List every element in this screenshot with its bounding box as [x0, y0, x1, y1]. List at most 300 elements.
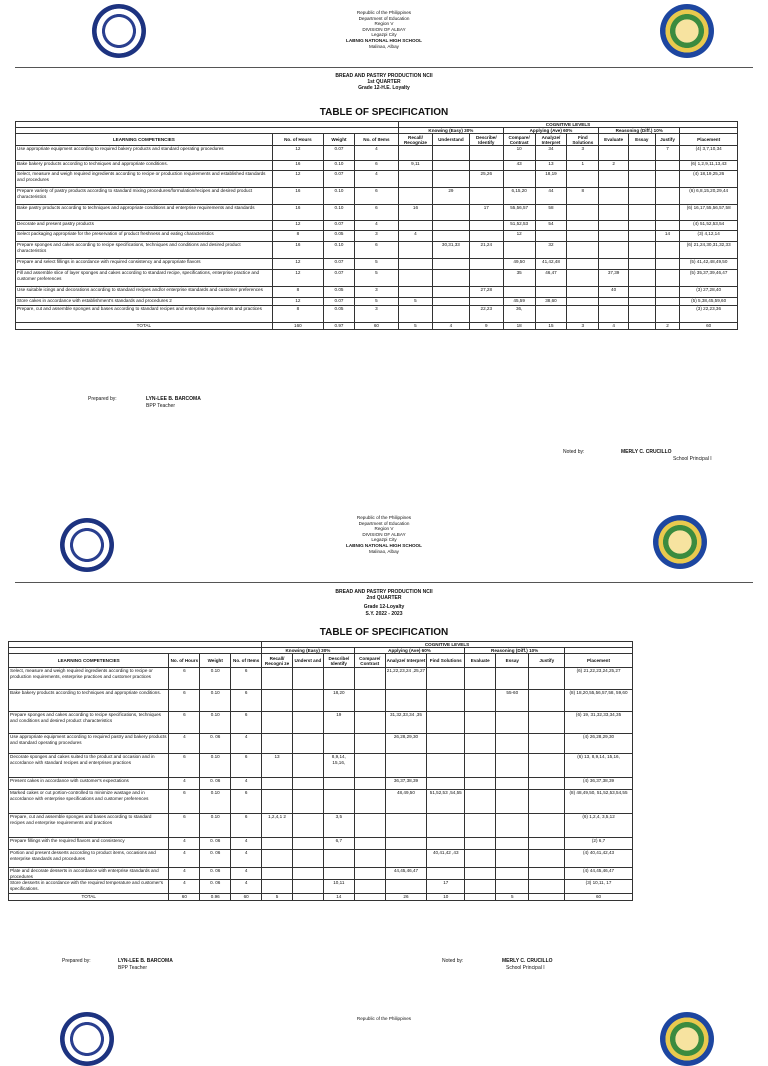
- value-cell: [399, 259, 433, 270]
- value-cell: [262, 668, 293, 690]
- value-cell: [432, 161, 469, 171]
- value-cell: [567, 270, 599, 287]
- value-cell: (6) 21,24,30,31,32,33: [680, 242, 738, 259]
- value-cell: 6: [354, 205, 398, 221]
- value-cell: [465, 868, 496, 880]
- value-cell: [262, 712, 293, 734]
- value-cell: [354, 850, 385, 868]
- value-cell: [469, 231, 503, 242]
- value-cell: [469, 161, 503, 171]
- table-row: [16, 205, 738, 221]
- competency-cell: Decorate and present pastry products: [16, 221, 273, 231]
- table-row: [9, 790, 633, 814]
- value-cell: [529, 668, 565, 690]
- value-cell: [432, 171, 469, 188]
- column-header: Weight: [200, 654, 231, 668]
- value-cell: [465, 778, 496, 790]
- total-cell: 60: [680, 323, 738, 329]
- value-cell: [292, 790, 323, 814]
- value-cell: 43: [503, 161, 535, 171]
- value-cell: 5: [354, 270, 398, 287]
- value-cell: [567, 298, 599, 306]
- table-row: [9, 868, 633, 880]
- competency-cell: Store desserts in accordance with the required temperature and customer's specifications.: [9, 880, 169, 894]
- table-row: [9, 838, 633, 850]
- value-cell: 31,32,33,34 ,35: [385, 712, 427, 734]
- value-cell: 4: [169, 850, 200, 868]
- column-header: No. of Hours: [169, 654, 200, 668]
- value-cell: 40: [599, 287, 629, 298]
- value-cell: [469, 259, 503, 270]
- value-cell: 12: [272, 259, 323, 270]
- value-cell: [262, 838, 293, 850]
- value-cell: 17: [427, 880, 465, 894]
- value-cell: 8: [567, 188, 599, 205]
- value-cell: 16: [272, 242, 323, 259]
- knowing-group-header: Knowing (Easy) 30%: [399, 128, 504, 134]
- value-cell: [567, 242, 599, 259]
- page1-letterhead: [0, 10, 768, 49]
- noter-name: MERLY C. CRUCILLO: [621, 449, 672, 455]
- total-cell: 0.96: [200, 894, 231, 900]
- value-cell: 16: [272, 205, 323, 221]
- value-cell: [529, 778, 565, 790]
- value-cell: 36,: [503, 306, 535, 323]
- total-cell: [529, 894, 565, 900]
- column-header: Find Solutions: [567, 134, 599, 146]
- value-cell: [628, 298, 655, 306]
- value-cell: 6: [354, 188, 398, 205]
- value-cell: [469, 270, 503, 287]
- value-cell: 12: [272, 298, 323, 306]
- value-cell: 3: [354, 287, 398, 298]
- total-row: [16, 323, 738, 329]
- value-cell: (4) 36,37,38,39: [565, 778, 633, 790]
- total-cell: 4: [432, 323, 469, 329]
- letterhead-line: Republic of the Philippines: [356, 515, 412, 520]
- value-cell: 1,2,4,1 2: [262, 814, 293, 838]
- value-cell: 34: [535, 146, 567, 161]
- value-cell: 17: [469, 205, 503, 221]
- value-cell: [292, 838, 323, 850]
- value-cell: [323, 790, 354, 814]
- value-cell: (6) 16,17,55,56,57,58: [680, 205, 738, 221]
- value-cell: [496, 754, 529, 778]
- table-row: [16, 231, 738, 242]
- competency-cell: Use appropriate equipment according to required pastry and bakery products and standard operating procedures: [9, 734, 169, 754]
- value-cell: [354, 712, 385, 734]
- value-cell: [385, 814, 427, 838]
- value-cell: 3,5: [323, 814, 354, 838]
- q2-noter: [502, 958, 553, 971]
- table-row: [16, 306, 738, 323]
- value-cell: 0.10: [200, 712, 231, 734]
- value-cell: 10,11: [323, 880, 354, 894]
- q1-noted-by: [563, 449, 584, 456]
- value-cell: 6: [231, 712, 262, 734]
- table-row: [9, 690, 633, 712]
- value-cell: [628, 171, 655, 188]
- table-row: [9, 880, 633, 894]
- competency-cell: Select, measure and weigh required ingredients according to recipe or production requirements, enterprise practices and customer practices: [9, 668, 169, 690]
- value-cell: 12: [272, 221, 323, 231]
- value-cell: 0.10: [324, 161, 355, 171]
- value-cell: [529, 838, 565, 850]
- q2-prepared-by: [62, 958, 91, 965]
- value-cell: [529, 790, 565, 814]
- value-cell: 4: [399, 231, 433, 242]
- q2-preparer: [118, 958, 173, 971]
- value-cell: 6: [169, 814, 200, 838]
- value-cell: 0. 06: [200, 880, 231, 894]
- value-cell: (6) 13, 8,9,14, 15,16,: [565, 754, 633, 778]
- value-cell: 0.10: [200, 754, 231, 778]
- value-cell: [599, 221, 629, 231]
- value-cell: 5: [354, 298, 398, 306]
- total-cell: [354, 894, 385, 900]
- total-cell: 60: [231, 894, 262, 900]
- table-row: [16, 287, 738, 298]
- value-cell: 2: [599, 161, 629, 171]
- value-cell: [465, 690, 496, 712]
- column-header: Analyze/ Interpret: [385, 654, 427, 668]
- value-cell: [432, 221, 469, 231]
- value-cell: 0.10: [324, 242, 355, 259]
- value-cell: [354, 668, 385, 690]
- total-cell: 60: [565, 894, 633, 900]
- table-row: [16, 242, 738, 259]
- value-cell: 3: [354, 306, 398, 323]
- value-cell: 0.07: [324, 171, 355, 188]
- value-cell: (6) 21,22,23,24,25,27: [565, 668, 633, 690]
- total-cell: 15: [535, 323, 567, 329]
- q1-prepared-by: [88, 396, 117, 403]
- prepared-label: Prepared by:: [88, 396, 117, 402]
- preparer-role: BPP Teacher: [118, 964, 148, 971]
- value-cell: 4: [169, 778, 200, 790]
- value-cell: 6: [169, 668, 200, 690]
- column-header: Find Solutions: [427, 654, 465, 668]
- value-cell: [292, 814, 323, 838]
- competency-cell: Prepare variety of pastry products according to standard mixing procedures/formulation/recipes and desired product characteristics: [16, 188, 273, 205]
- preparer-name: LYN-LEE B. BARCOMA: [146, 396, 201, 402]
- value-cell: 0.10: [200, 814, 231, 838]
- value-cell: [599, 188, 629, 205]
- value-cell: (4) 40,41,42,43: [565, 850, 633, 868]
- column-header: Recall/ Recogni ze: [262, 654, 293, 668]
- table-row: [16, 171, 738, 188]
- total-cell: 9: [469, 323, 503, 329]
- value-cell: [496, 838, 529, 850]
- value-cell: [262, 734, 293, 754]
- value-cell: 55,56,57: [503, 205, 535, 221]
- value-cell: [385, 754, 427, 778]
- value-cell: 0.07: [324, 270, 355, 287]
- value-cell: [427, 754, 465, 778]
- value-cell: 6: [169, 690, 200, 712]
- value-cell: [628, 231, 655, 242]
- column-header: Describe/ Identify: [469, 134, 503, 146]
- noter-name: MERLY C. CRUCILLO: [502, 958, 553, 964]
- competency-cell: Decorate sponges and cakes suited to the product and occasion and in accordance with standard recipes and enterprises practices: [9, 754, 169, 778]
- competency-cell: Prepare, cut and assemble sponges and bases according to standard recipes and enterprise requirements and practices: [9, 814, 169, 838]
- value-cell: 49,50: [503, 259, 535, 270]
- table-row: [9, 850, 633, 868]
- value-cell: 4: [231, 778, 262, 790]
- value-cell: 4: [354, 146, 398, 161]
- value-cell: [655, 298, 680, 306]
- course-title: BREAD AND PASTRY PRODUCTION NCII: [335, 73, 433, 79]
- applying-group-header: Applying (Ave) 60%: [354, 648, 465, 654]
- value-cell: [599, 171, 629, 188]
- value-cell: [292, 712, 323, 734]
- quarter-label: 2nd QUARTER: [366, 595, 402, 602]
- value-cell: [567, 306, 599, 323]
- value-cell: [262, 868, 293, 880]
- value-cell: [535, 287, 567, 298]
- value-cell: 27,28: [469, 287, 503, 298]
- value-cell: [529, 754, 565, 778]
- value-cell: 6: [169, 712, 200, 734]
- value-cell: [535, 231, 567, 242]
- value-cell: [354, 778, 385, 790]
- value-cell: [496, 868, 529, 880]
- value-cell: 6,7: [323, 838, 354, 850]
- column-header: Evaluate: [599, 134, 629, 146]
- column-header: Placement: [680, 134, 738, 146]
- value-cell: 51,52,53: [503, 221, 535, 231]
- value-cell: [465, 838, 496, 850]
- value-cell: [427, 814, 465, 838]
- reasoning-group-header: Reasoning (Diff.) 10%: [599, 128, 680, 134]
- value-cell: [432, 298, 469, 306]
- value-cell: 0.10: [324, 205, 355, 221]
- value-cell: 16: [399, 205, 433, 221]
- value-cell: [628, 242, 655, 259]
- value-cell: 16: [272, 161, 323, 171]
- value-cell: (4) 44,45,46,47: [565, 868, 633, 880]
- value-cell: [323, 734, 354, 754]
- value-cell: (6) 6,8,15,20,29,44: [680, 188, 738, 205]
- total-cell: 60: [354, 323, 398, 329]
- value-cell: 6: [169, 754, 200, 778]
- value-cell: [465, 754, 496, 778]
- q2-noted-by: [442, 958, 463, 965]
- competency-cell: Select, measure and weigh required ingredients according to recipe or production requirements and established standards and procedures: [16, 171, 273, 188]
- value-cell: [465, 790, 496, 814]
- value-cell: 18,19: [535, 171, 567, 188]
- value-cell: [655, 221, 680, 231]
- column-header: Analyze/ Interpret: [535, 134, 567, 146]
- value-cell: [567, 231, 599, 242]
- total-cell: 14: [323, 894, 354, 900]
- preparer-name: LYN-LEE B. BARCOMA: [118, 958, 173, 964]
- column-header: Justify: [655, 134, 680, 146]
- value-cell: (6) 1,2,4, 3,5,12: [565, 814, 633, 838]
- value-cell: 25,26: [469, 171, 503, 188]
- q1-noter: [621, 449, 712, 462]
- value-cell: [432, 205, 469, 221]
- competency-cell: Bake pastry products according to techniques and appropriate conditions and enterprise requirements and standards: [16, 205, 273, 221]
- value-cell: [354, 734, 385, 754]
- value-cell: [385, 690, 427, 712]
- letterhead-line: Legazpi City: [371, 32, 397, 38]
- table-row: [9, 668, 633, 690]
- value-cell: [262, 690, 293, 712]
- total-cell: 18: [503, 323, 535, 329]
- value-cell: 35: [503, 270, 535, 287]
- value-cell: 0.10: [324, 188, 355, 205]
- value-cell: [567, 287, 599, 298]
- q1-tos-title: TABLE OF SPECIFICATION: [319, 107, 449, 118]
- value-cell: [427, 690, 465, 712]
- value-cell: 0. 06: [200, 850, 231, 868]
- page2-letterhead: [0, 515, 768, 554]
- value-cell: [465, 668, 496, 690]
- table-row: [9, 754, 633, 778]
- q1-preparer: [146, 396, 201, 409]
- competency-cell: Present cakes in accordance with customer's expectations: [9, 778, 169, 790]
- noted-label: Noted by:: [563, 449, 585, 455]
- total-cell: 3: [567, 323, 599, 329]
- value-cell: 3: [567, 146, 599, 161]
- value-cell: [529, 850, 565, 868]
- value-cell: [323, 850, 354, 868]
- value-cell: [529, 734, 565, 754]
- total-cell: [465, 894, 496, 900]
- table-row: [16, 188, 738, 205]
- letterhead-line: Region V: [374, 526, 394, 532]
- competency-cell: Bake bakery products according to techniques and appropriate conditions.: [16, 161, 273, 171]
- value-cell: 0.05: [324, 306, 355, 323]
- value-cell: (4) 18,19,25,26: [680, 171, 738, 188]
- value-cell: [529, 712, 565, 734]
- value-cell: 6: [354, 242, 398, 259]
- value-cell: [262, 850, 293, 868]
- competency-cell: Fill and assemble slice of layer sponges and cakes according to standard recipe, specifications, enterprise practice and customer preferences: [16, 270, 273, 287]
- value-cell: 8: [272, 231, 323, 242]
- letterhead-line: DIVISION OF ALBAY: [362, 26, 406, 32]
- value-cell: [535, 306, 567, 323]
- value-cell: (3) 10,11, 17: [565, 880, 633, 894]
- letterhead-line: Department of Education: [358, 520, 410, 526]
- value-cell: 4: [169, 868, 200, 880]
- value-cell: 6: [231, 790, 262, 814]
- value-cell: [323, 778, 354, 790]
- value-cell: [655, 259, 680, 270]
- value-cell: [599, 242, 629, 259]
- value-cell: 55-60: [496, 690, 529, 712]
- value-cell: 6,15,20: [503, 188, 535, 205]
- q1-title-block: [0, 73, 768, 92]
- table-row: [9, 814, 633, 838]
- value-cell: 0.05: [324, 231, 355, 242]
- value-cell: 6: [231, 668, 262, 690]
- value-cell: 16: [272, 188, 323, 205]
- value-cell: [465, 850, 496, 868]
- value-cell: 3: [354, 231, 398, 242]
- value-cell: 0. 06: [200, 778, 231, 790]
- value-cell: [469, 221, 503, 231]
- value-cell: 46,47: [535, 270, 567, 287]
- value-cell: 48,49,50: [385, 790, 427, 814]
- value-cell: [354, 814, 385, 838]
- value-cell: [628, 259, 655, 270]
- value-cell: [655, 306, 680, 323]
- value-cell: [567, 205, 599, 221]
- value-cell: 29: [432, 188, 469, 205]
- column-header: No. of Items: [231, 654, 262, 668]
- value-cell: 1: [567, 161, 599, 171]
- value-cell: 54: [535, 221, 567, 231]
- table-row: [16, 146, 738, 161]
- value-cell: [323, 668, 354, 690]
- value-cell: [655, 205, 680, 221]
- value-cell: [496, 778, 529, 790]
- value-cell: [655, 242, 680, 259]
- value-cell: 0.05: [324, 287, 355, 298]
- noter-role: School Principal I: [673, 455, 712, 462]
- value-cell: 0.07: [324, 259, 355, 270]
- value-cell: [469, 298, 503, 306]
- competency-cell: Store cakes in accordance with establishment's standards and procedures 2: [16, 298, 273, 306]
- table-row: [16, 298, 738, 306]
- value-cell: 22,23: [469, 306, 503, 323]
- column-header: LEARNING COMPETENCIES: [16, 134, 273, 146]
- value-cell: [399, 270, 433, 287]
- value-cell: [427, 778, 465, 790]
- value-cell: [599, 298, 629, 306]
- value-cell: 0. 06: [200, 734, 231, 754]
- letterhead-line: Legazpi City: [371, 537, 397, 543]
- competency-cell: Plate and decorate desserts in accordance with enterprise standards and procedures: [9, 868, 169, 880]
- value-cell: [354, 790, 385, 814]
- competency-cell: Prepare fillings with the required flavors and consistency: [9, 838, 169, 850]
- cognitive-levels-header: COGNITIVE LEVELS: [262, 642, 633, 648]
- total-label: TOTAL: [16, 323, 273, 329]
- value-cell: [465, 814, 496, 838]
- column-header: LEARNING COMPETENCIES: [9, 654, 169, 668]
- q2-specification-table: [8, 641, 633, 901]
- value-cell: [432, 270, 469, 287]
- value-cell: [628, 161, 655, 171]
- value-cell: 4: [231, 868, 262, 880]
- value-cell: [399, 171, 433, 188]
- value-cell: [496, 790, 529, 814]
- total-cell: [628, 323, 655, 329]
- value-cell: [655, 270, 680, 287]
- value-cell: [432, 231, 469, 242]
- value-cell: [496, 734, 529, 754]
- value-cell: [427, 712, 465, 734]
- value-cell: [655, 171, 680, 188]
- value-cell: [385, 850, 427, 868]
- value-cell: (5) 41,42,48,49,50: [680, 259, 738, 270]
- value-cell: [567, 221, 599, 231]
- value-cell: 13: [262, 754, 293, 778]
- total-row: [9, 894, 633, 900]
- value-cell: [628, 188, 655, 205]
- value-cell: 41,42,48: [535, 259, 567, 270]
- total-cell: 4: [599, 323, 629, 329]
- value-cell: 4: [231, 734, 262, 754]
- value-cell: 8: [272, 306, 323, 323]
- table-row: [16, 259, 738, 270]
- value-cell: 4: [169, 838, 200, 850]
- column-header: Justify: [529, 654, 565, 668]
- competency-cell: Marked cakes or cut portion-controlled to minimize wastage and in accordance with enterprise specifications and customer preferences: [9, 790, 169, 814]
- total-cell: 10: [427, 894, 465, 900]
